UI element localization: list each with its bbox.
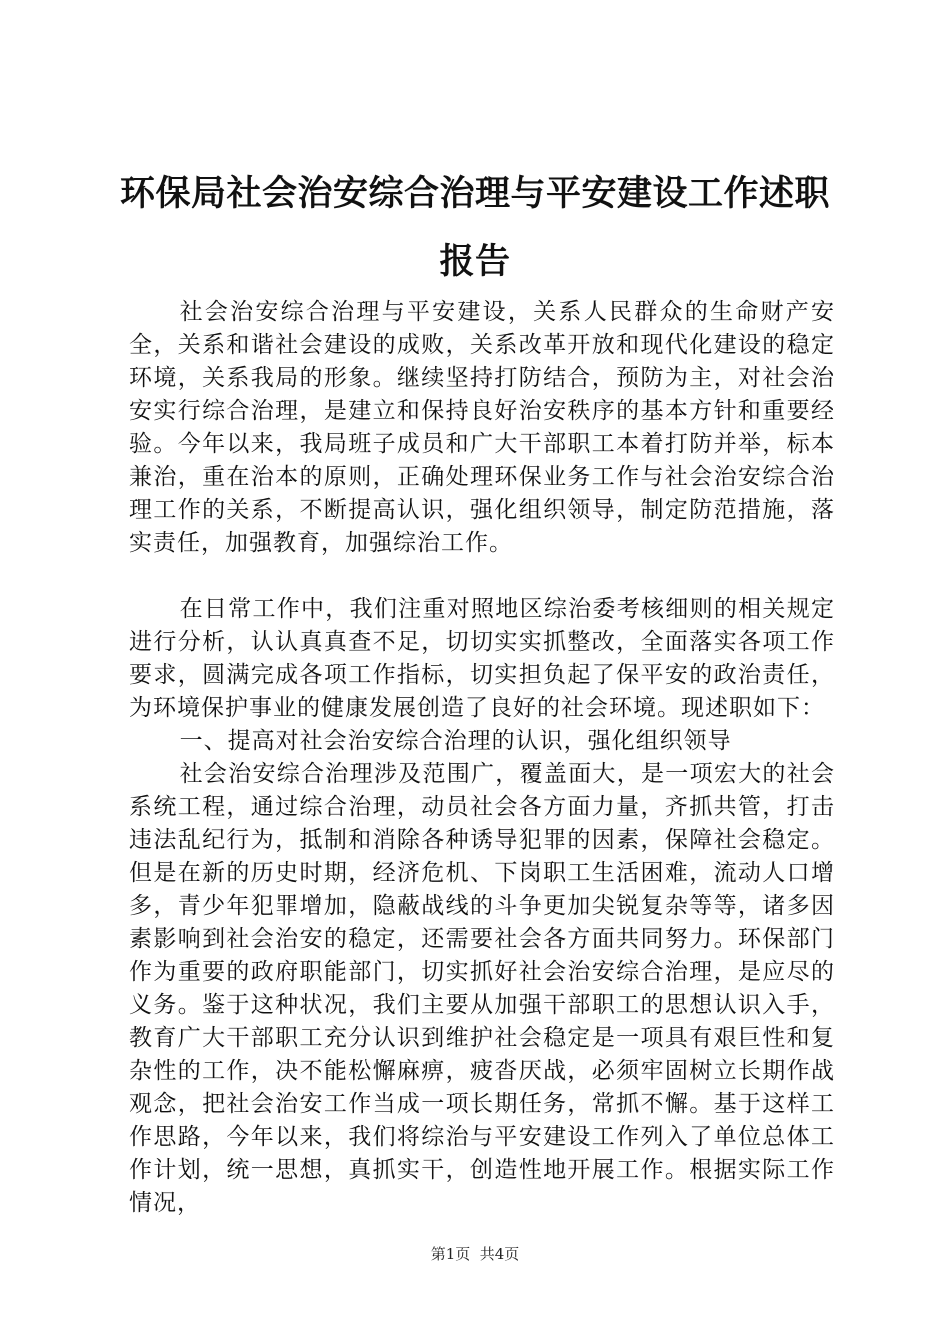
page-footer xyxy=(0,1244,950,1264)
paragraph-daily-work: 在日常工作中，我们注重对照地区综治委考核细则的相关规定进行分析，认认真真查不足，切切实实抓整改，全面落实各项工作要求，圆满完成各项工作指标，切实担负起了保平安的政治责任，为环境保护事业的健康发展创造了良好的社会环境。现述职如下： xyxy=(129,596,835,721)
section-heading-1: 一、提高对社会治安综合治理的认识，强化组织领导 xyxy=(179,728,732,754)
title-line-1: 环保局社会治安综合治理与平安建设工作述职 xyxy=(119,174,830,214)
document-body xyxy=(129,296,835,1220)
page-number: 第1页 共4页 xyxy=(430,1245,520,1263)
title-line-2: 报告 xyxy=(439,242,511,282)
paragraph-intro: 社会治安综合治理与平安建设，关系人民群众的生命财产安全，关系和谐社会建设的成败，关系改革开放和现代化建设的稳定环境，关系我局的形象。继续坚持打防结合，预防为主，对社会治安实行综合治理，是建立和保持良好治安秩序的基本方针和重要经验。今年以来，我局班子成员和广大干部职工本着打防并举，标本兼治，重在治本的原则，正确处理环保业务工作与社会治安综合治理工作的关系，不断提高认识，强化组织领导，制定防范措施，落实责任，加强教育，加强综治工作。 xyxy=(129,299,835,556)
paragraph-section-1: 社会治安综合治理涉及范围广，覆盖面大，是一项宏大的社会系统工程，通过综合治理，动员社会各方面力量，齐抓共管，打击违法乱纪行为，抵制和消除各种诱导犯罪的因素，保障社会稳定。但是在新的历史时期，经济危机、下岗职工生活困难，流动人口增多，青少年犯罪增加，隐蔽战线的斗争更加尖锐复杂等等，诸多因素影响到社会治安的稳定，还需要社会各方面共同努力。环保部门作为重要的政府职能部门，切实抓好社会治安综合治理，是应尽的义务。鉴于这种状况，我们主要从加强干部职工的思想认识入手，教育广大干部职工充分认识到维护社会稳定是一项具有艰巨性和复杂性的工作，决不能松懈麻痹，疲沓厌战，必须牢固树立长期作战观念，把社会治安工作当成一项长期任务，常抓不懈。基于这样工作思路，今年以来，我们将综治与平安建设工作列入了单位总体工作计划，统一思想，真抓实干，创造性地开展工作。根据实际工作情况， xyxy=(129,761,835,1216)
document-title xyxy=(100,160,850,296)
